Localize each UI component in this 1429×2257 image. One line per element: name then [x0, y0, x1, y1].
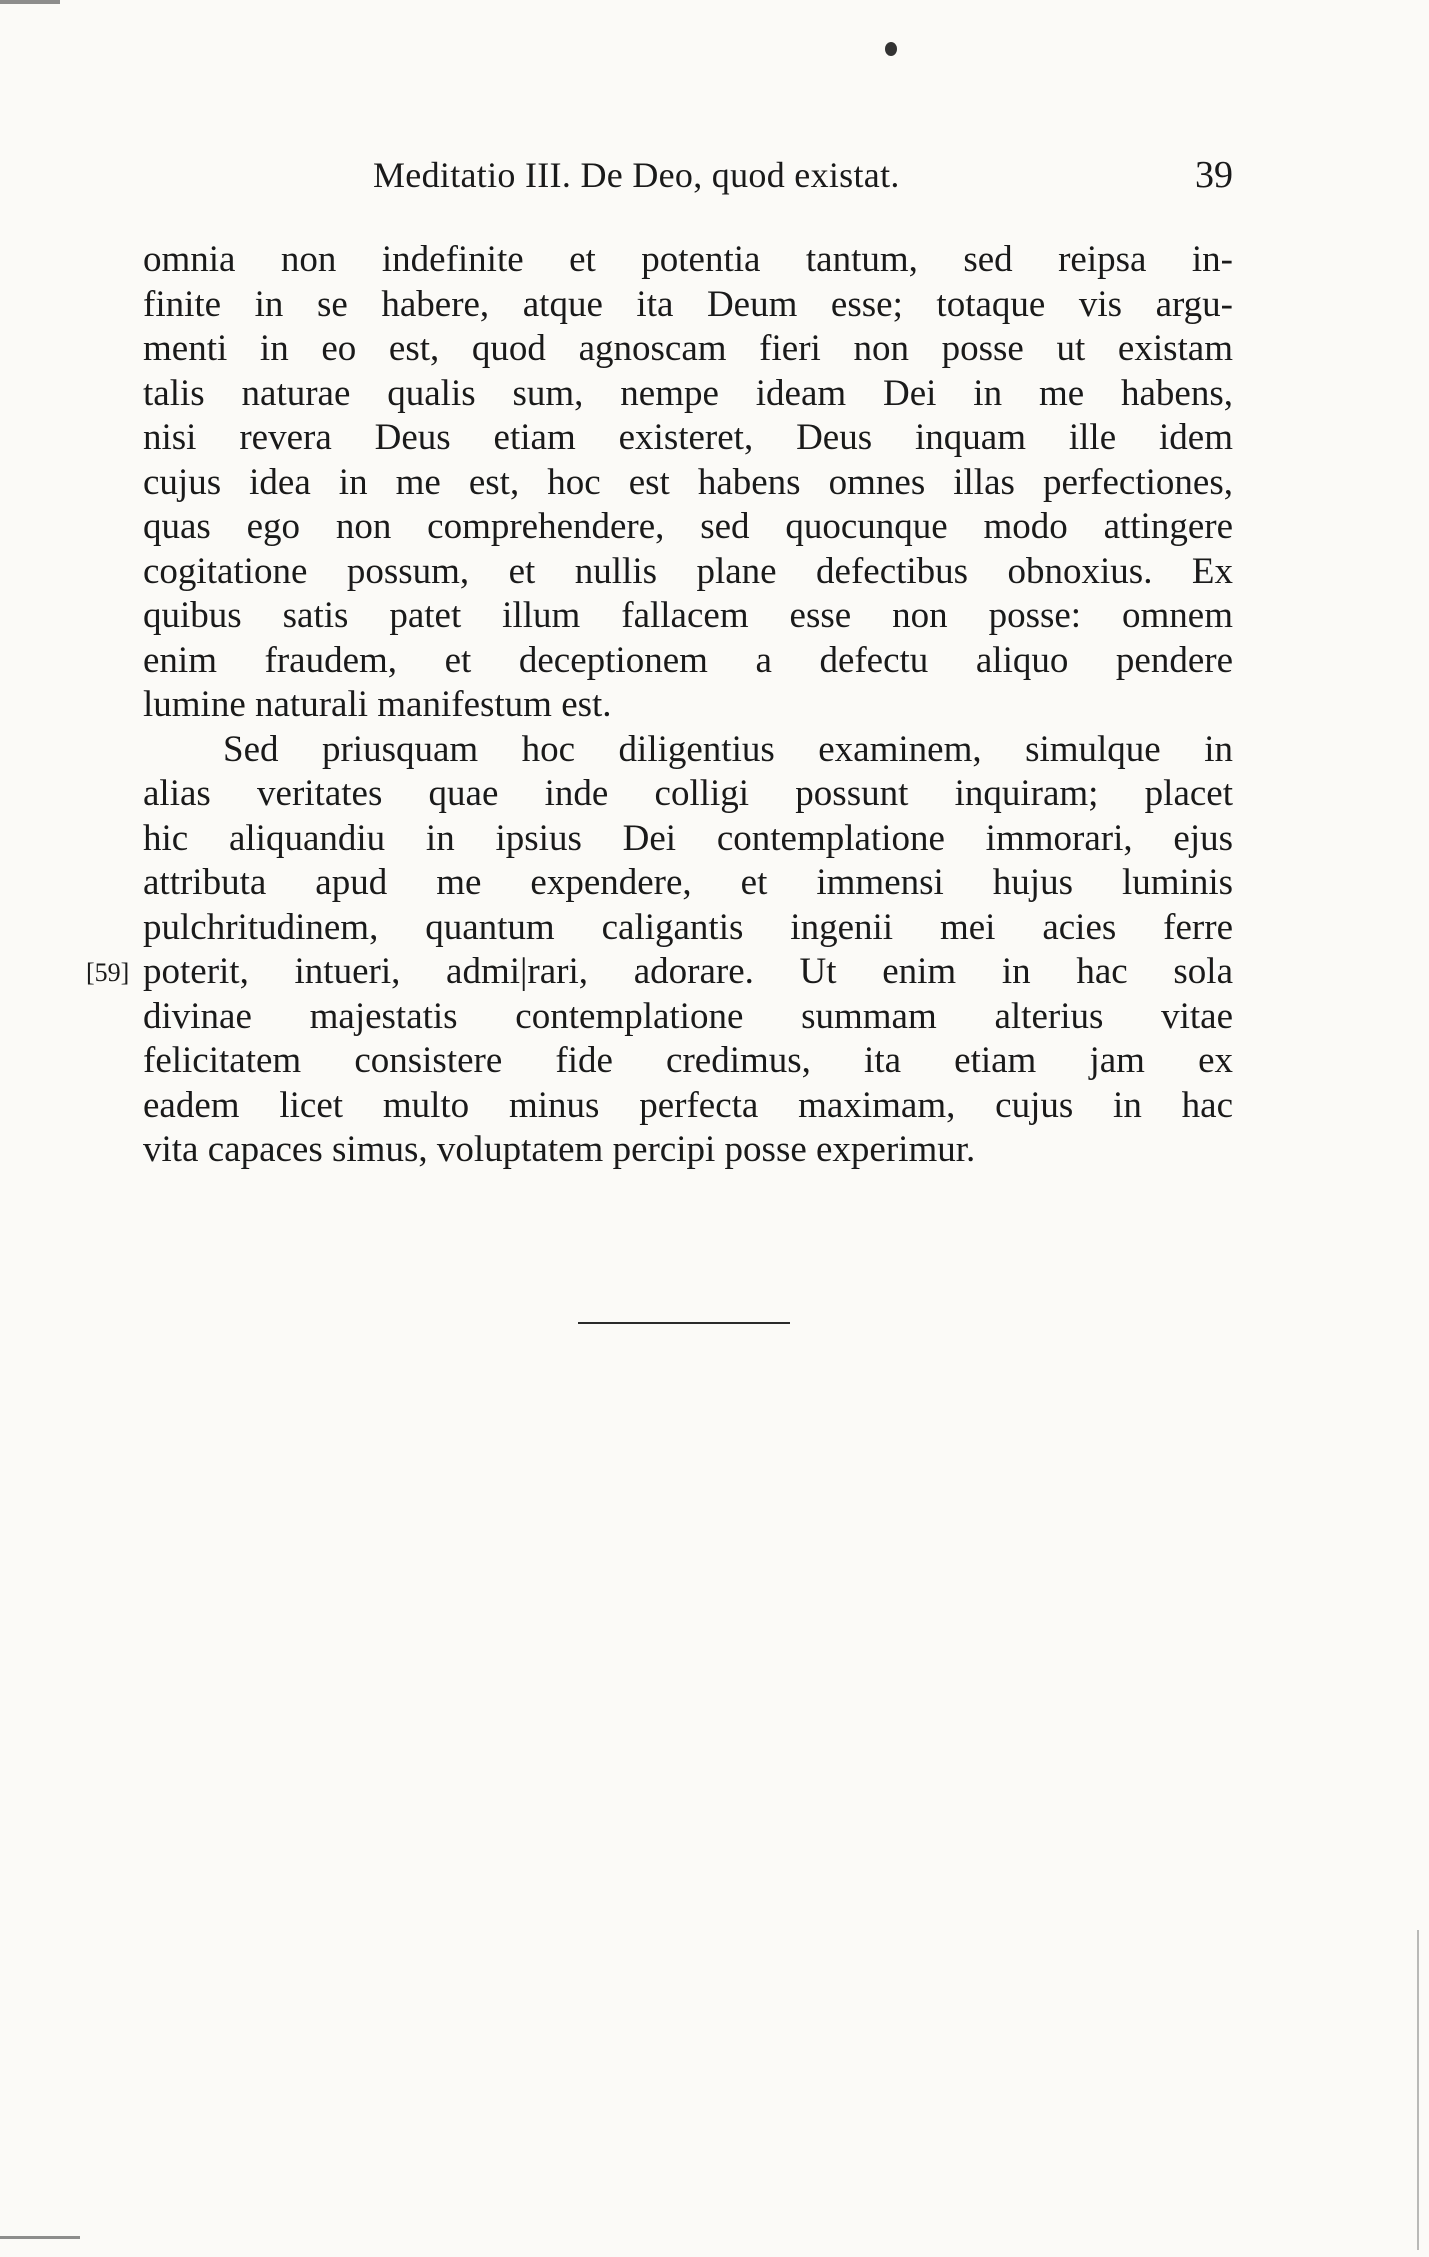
scan-artifact — [1417, 1930, 1419, 2250]
page-number: 39 — [1195, 154, 1233, 196]
ink-blot — [885, 42, 897, 56]
text-line: cujus idea in me est, hoc est habens omnes illas perfectiones, — [143, 461, 1233, 503]
text-line: enim fraudem, et deceptionem a defectu aliquo pendere — [143, 639, 1233, 681]
scan-artifact — [0, 2236, 80, 2239]
text-line: talis naturae qualis sum, nempe ideam Dei in me habens, — [143, 372, 1233, 414]
text-line: eadem licet multo minus perfecta maximam, cujus in hac — [143, 1084, 1233, 1126]
text-line: poterit, intueri, admi|rari, adorare. Ut enim in hac sola — [143, 951, 1233, 992]
text-line: alias veritates quae inde colligi possunt inquiram; placet — [143, 773, 1233, 814]
text-line: hic aliquandiu in ipsius Dei contemplatione immorari, ejus — [143, 817, 1233, 859]
text-line: finite in se habere, atque ita Deum esse; totaque vis argu- — [143, 283, 1233, 325]
marginal-page-marker: [59] — [86, 958, 130, 987]
page-header — [373, 150, 1233, 200]
text-line: quas ego non comprehendere, sed quocunque modo attingere — [143, 506, 1233, 547]
running-head: Meditatio III. De Deo, quod existat. — [373, 155, 900, 195]
body-text — [143, 238, 1233, 1173]
text-line: felicitatem consistere fide credimus, ita etiam jam ex — [143, 1040, 1233, 1081]
text-line: quibus satis patet illum fallacem esse non posse: omnem — [143, 595, 1233, 636]
text-line: cogitatione possum, et nullis plane defectibus obnoxius. Ex — [143, 550, 1233, 592]
text-line: Sed priusquam hoc diligentius examinem, simulque in — [223, 728, 1233, 770]
text-line: attributa apud me expendere, et immensi hujus luminis — [143, 862, 1233, 903]
section-divider — [578, 1322, 790, 1324]
text-line: omnia non indefinite et potentia tantum, sed reipsa in- — [143, 239, 1233, 280]
text-line: vita capaces simus, voluptatem percipi posse experimur. — [143, 1129, 976, 1170]
scan-artifact — [0, 0, 60, 4]
text-line: pulchritudinem, quantum caligantis ingenii mei acies ferre — [143, 906, 1233, 948]
text-line: divinae majestatis contemplatione summam alterius vitae — [143, 995, 1233, 1037]
text-line: lumine naturali manifestum est. — [143, 684, 612, 725]
text-line: menti in eo est, quod agnoscam fieri non posse ut existam — [143, 328, 1233, 369]
text-line: nisi revera Deus etiam existeret, Deus inquam ille idem — [143, 417, 1233, 458]
